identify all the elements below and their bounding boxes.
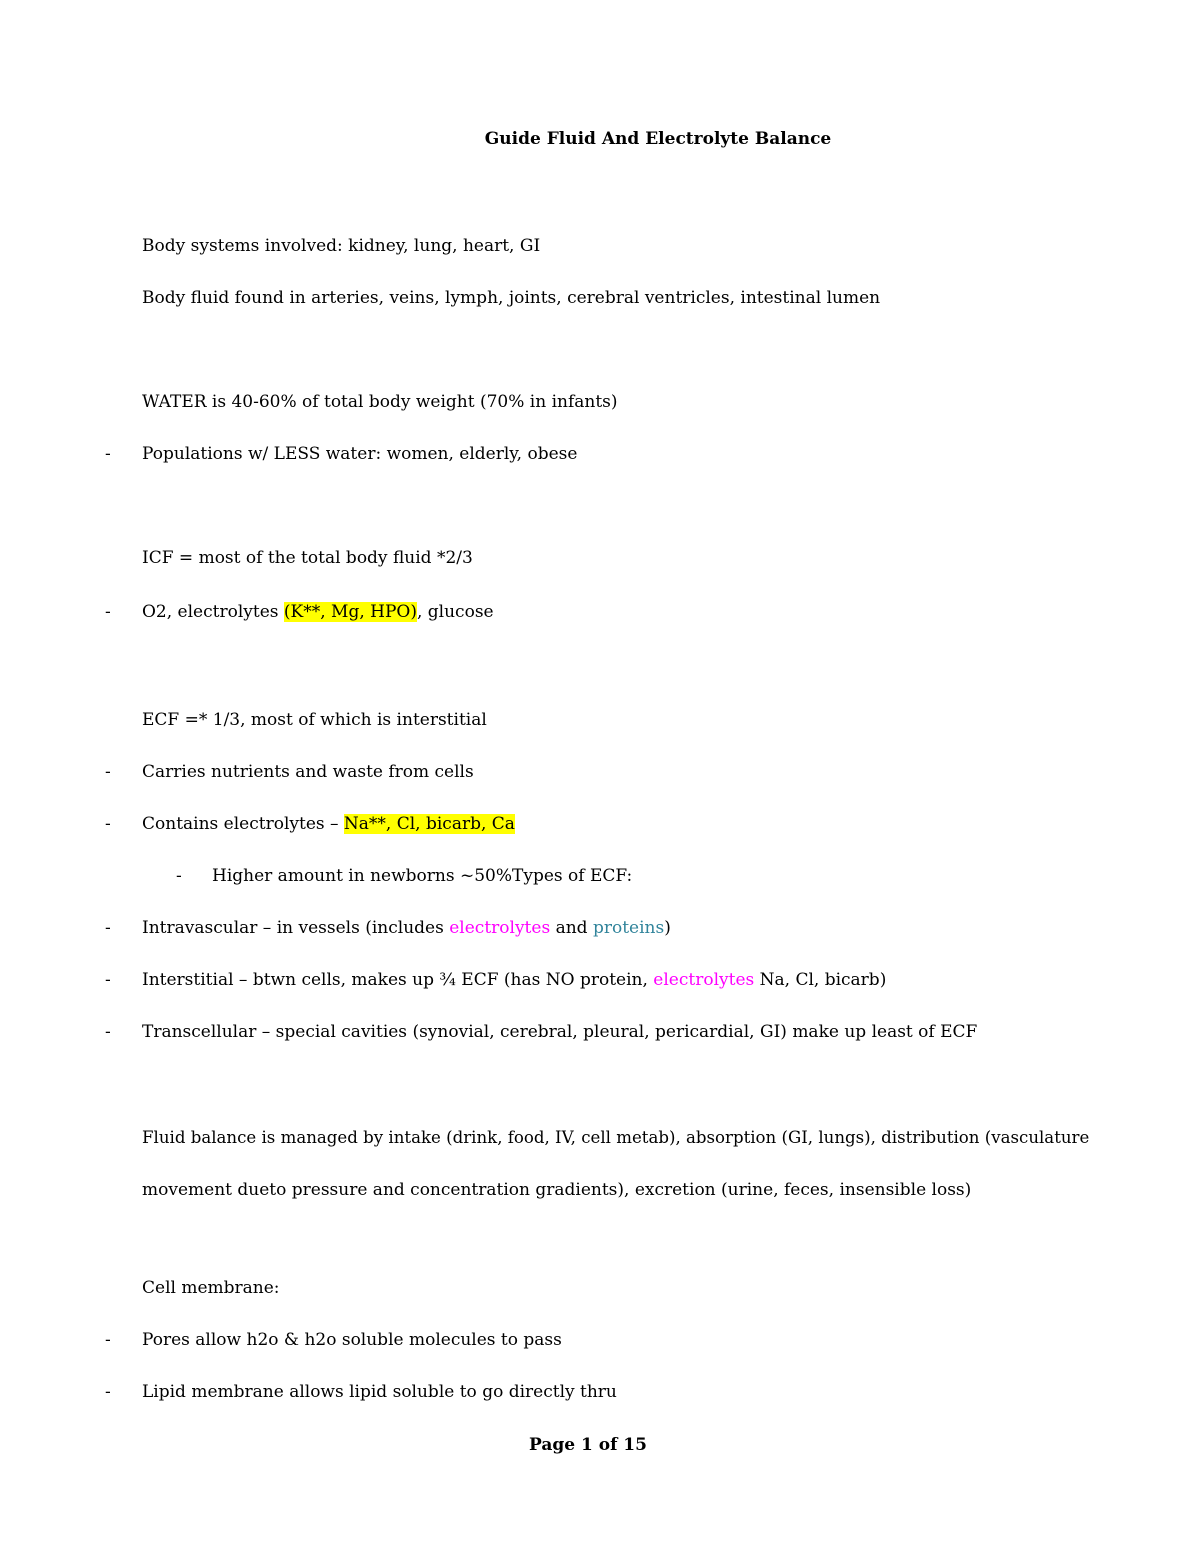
pores-line: Pores allow h2o & h2o soluble molecules to pass	[142, 1330, 562, 1350]
intra-electrolytes: electrolytes	[449, 918, 551, 938]
interstitial-line	[142, 969, 886, 991]
inter-post: Na, Cl, bicarb)	[754, 970, 887, 990]
contains-line	[142, 813, 515, 835]
document-title: Guide Fluid And Electrolyte Balance	[484, 129, 832, 149]
intravascular-line	[142, 917, 671, 939]
water-line: WATER is 40-60% of total body weight (70% in infants)	[142, 392, 618, 412]
intra-mid: and	[550, 918, 593, 938]
icf-o2-post: , glucose	[416, 602, 494, 622]
bullet-dash: -	[105, 444, 111, 464]
icf-o2-pre: O2, electrolytes	[142, 602, 284, 622]
intra-pre: Intravascular – in vessels (includes	[142, 918, 450, 938]
lipid-line: Lipid membrane allows lipid soluble to go directly thru	[142, 1382, 617, 1402]
bullet-dash: -	[105, 1330, 111, 1350]
body-fluid-line: Body fluid found in arteries, veins, lymph, joints, cerebral ventricles, intestinal lumen	[142, 288, 881, 308]
icf-o2-line	[142, 601, 494, 623]
populations-line: Populations w/ LESS water: women, elderly, obese	[142, 444, 578, 464]
icf-electrolytes-highlight: (K**, Mg, HPO)	[283, 602, 417, 622]
fluid-balance-line-1: Fluid balance is managed by intake (drink, food, IV, cell metab), absorption (GI, lungs), distribution (vasculature	[142, 1128, 1090, 1147]
bullet-dash: -	[105, 602, 111, 622]
higher-line: Higher amount in newborns ~50%Types of ECF:	[212, 866, 633, 886]
bullet-dash: -	[105, 814, 111, 834]
bullet-dash: -	[105, 1382, 111, 1402]
body-systems-line: Body systems involved: kidney, lung, heart, GI	[142, 236, 541, 256]
inter-electrolytes: electrolytes	[653, 970, 755, 990]
ecf-electrolytes-highlight: Na**, Cl, bicarb, Ca	[343, 814, 515, 834]
bullet-dash: -	[105, 762, 111, 782]
ecf-line: ECF =* 1/3, most of which is interstitial	[142, 710, 487, 730]
icf-line: ICF = most of the total body fluid *2/3	[142, 548, 473, 568]
page-number: Page 1 of 15	[529, 1435, 647, 1455]
intra-proteins: proteins	[592, 918, 665, 938]
bullet-dash: -	[105, 1022, 111, 1042]
bullet-dash: -	[105, 970, 111, 990]
inter-pre: Interstitial – btwn cells, makes up ¾ ECF (has NO protein,	[142, 970, 654, 990]
bullet-dash: -	[176, 866, 182, 886]
intra-post: )	[664, 918, 671, 938]
transcellular-line: Transcellular – special cavities (synovial, cerebral, pleural, pericardial, GI) make up least of ECF	[142, 1022, 978, 1042]
fluid-balance-line-2: movement dueto pressure and concentration gradients), excretion (urine, feces, insensible loss)	[142, 1180, 972, 1200]
carries-line: Carries nutrients and waste from cells	[142, 762, 474, 782]
cell-membrane-line: Cell membrane:	[142, 1278, 280, 1298]
bullet-dash: -	[105, 918, 111, 938]
contains-pre: Contains electrolytes –	[142, 814, 344, 834]
